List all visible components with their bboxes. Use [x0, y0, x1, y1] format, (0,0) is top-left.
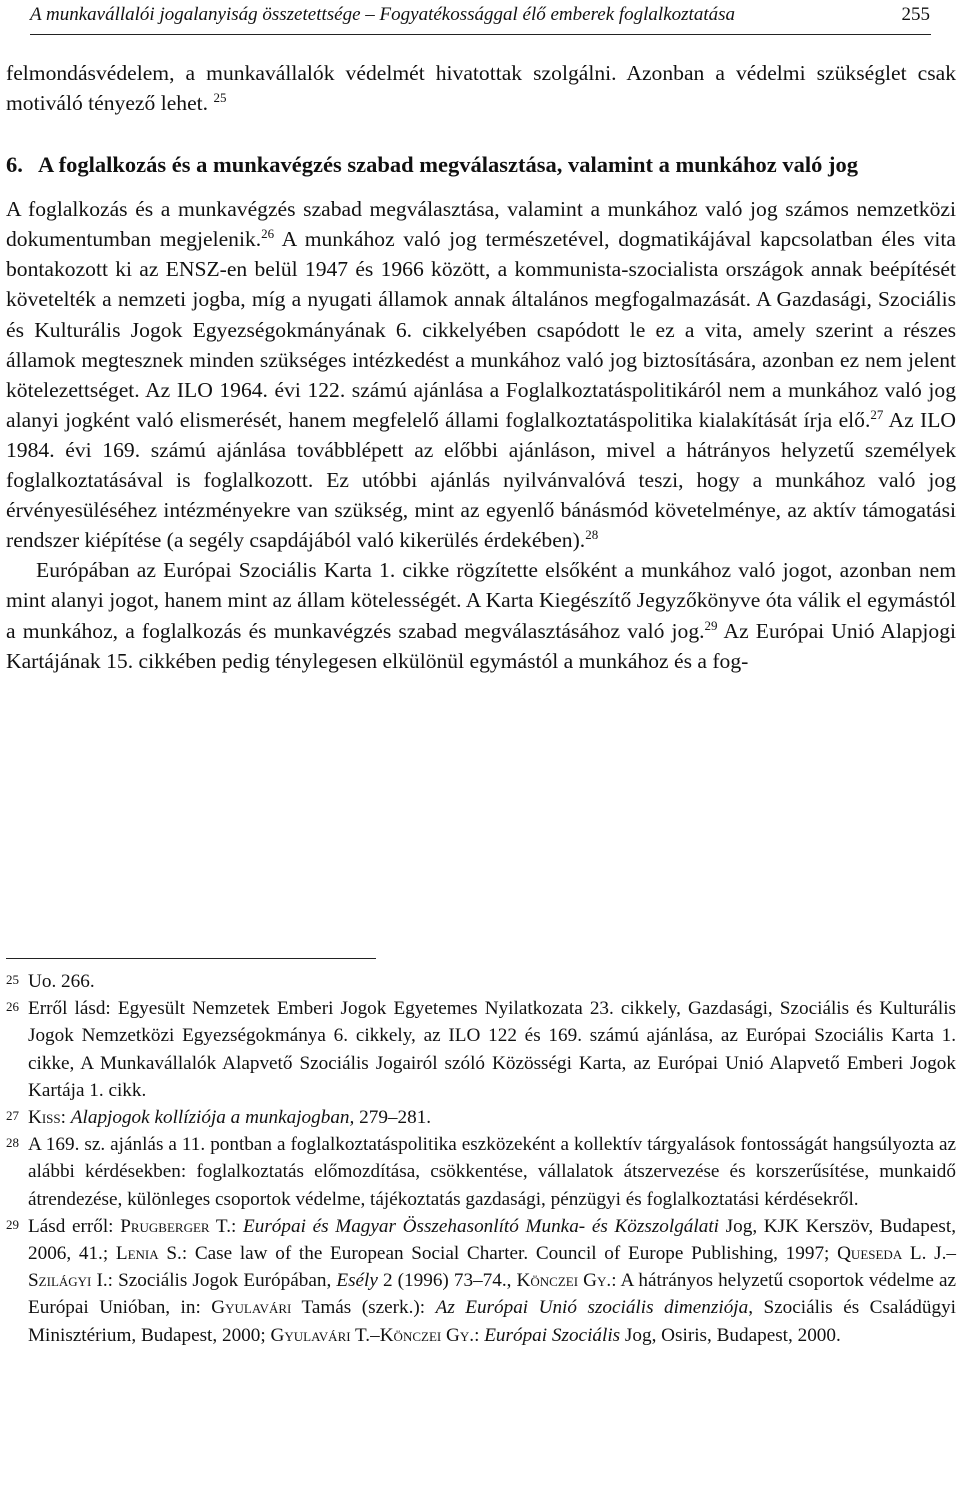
- section-heading: [6, 150, 956, 180]
- page-number: 255: [901, 4, 930, 25]
- footnote-29: [6, 1213, 956, 1349]
- footnote-text: :: [474, 1324, 485, 1346]
- footnote-text: Jog, KJK Kerszöv, Budapest, 2006, 41.;: [28, 1215, 956, 1265]
- footnote-text: –: [370, 1324, 380, 1346]
- footnote-27: [6, 1104, 956, 1131]
- p2-text-b: Az Európai Unió Alapjogi Kartájának 15. cikkében pedig ténylegesen elkülönül egymástól a munkához és a fog-: [6, 618, 956, 673]
- footnote-number: 29: [6, 1216, 19, 1232]
- footnote-text: : A hátrányos helyzetű csoportok védelme az Európai Unióban, in:: [28, 1270, 957, 1319]
- footnote-25: [6, 968, 956, 995]
- footnote-number: 27: [6, 1108, 19, 1124]
- author-name: Prugberger T.: [120, 1215, 232, 1237]
- footnote-text: :: [231, 1215, 244, 1237]
- footnote-text: Jog, Osiris, Budapest, 2000.: [620, 1324, 841, 1346]
- footnote-ref-26[interactable]: 26: [261, 226, 275, 242]
- intro-paragraph: [6, 58, 956, 118]
- footnote-28: [6, 1131, 956, 1213]
- footnotes: [6, 968, 956, 1349]
- footnote-text: :: [60, 1107, 71, 1129]
- footnote-ref-25[interactable]: 25: [213, 90, 227, 106]
- author-name: Könczei Gy.: [379, 1324, 475, 1346]
- work-title: Esély: [336, 1270, 378, 1292]
- p1-text-c: Az ILO 1984. évi 169. számú ajánlása továbblépett az előbbi ajánláson, mivel a hátrányos helyzetű személyek foglalkoztatásával is foglalkozott. Ez utóbbi ajánlás nyilvánvalóvá teszi, hogy a munkához való jog érvényesüléséhez intézményekre van szükség, mint az egyenlő bánásmód követelménye, az aktív támogatási rendszer kiépítése (a segély csapdájából való kikerülés érdekében).: [6, 407, 956, 553]
- author-name: Könczei Gy.: [516, 1270, 612, 1292]
- author-name: Gyulavári: [211, 1297, 292, 1319]
- footnote-ref-29[interactable]: 29: [704, 617, 718, 633]
- header-rule: [30, 34, 931, 35]
- paragraph-1: [6, 194, 956, 555]
- author-name: Szilágyi I.: [28, 1270, 108, 1292]
- footnote-26: [6, 995, 956, 1104]
- footnote-text: , Szociális és Családügyi Minisztérium, Budapest, 2000;: [28, 1297, 956, 1346]
- footnote-text: 279–281.: [354, 1107, 432, 1129]
- section-number: 6.: [6, 152, 23, 178]
- footnote-text: : Szociális Jogok Európában,: [107, 1270, 337, 1292]
- footnote-text: Erről lásd: Egyesült Nemzetek Emberi Jogok Egyetemes Nyilatkozata 23. cikkely, Gazdasági, Szociális és Kulturális Jogok Nemzetközi Egyezségokmánya 6. cikkely, az ILO 122 és 169. számú ajánlása, az Európai Szociális Karta 1. cikke, A Munkavállalók Alapvető Szociális Jogairól szóló Közösségi Karta, az Európai Unió Alapvető Emberi Jogok Kartája 1. cikk.: [28, 998, 956, 1101]
- footnote-number: 28: [6, 1135, 19, 1151]
- footnote-number: 25: [6, 972, 19, 987]
- footnote-text: Uo. 266.: [28, 971, 95, 992]
- work-title: Európai és Magyar Összehasonlító Munka- és Közszolgálati: [243, 1215, 719, 1237]
- p1-text-b: A munkához való jog természetével, dogmatikájával kapcsolatban éles vita bontakozott ki az ENSZ-en belül 1947 és 1966 között, a kommunista-szocialista országok annak beépítését követelték a nemzeti jogba, míg a nyugati államok annak általános megfogalmazását. A Gazdasági, Szociális és Kulturális Jogok Egyezségokmányának 6. cikkelyében csapódott le ez a vita, amely szerint a részes államok megtesznek minden szükséges intézkedést a munkához való jog biztosítására, azonban ez nem jelent kötelezettséget. Az ILO 1964. évi 122. számú ajánlása a Foglalkoztatáspolitikáról nem a munkához való jog alanyi jogként való elismerését, hanem megfelelő állami foglalkoztatáspolitika kialakítását írja elő.: [6, 227, 956, 432]
- footnote-text: Lásd erről:: [28, 1215, 121, 1237]
- footnote-text: Tamás (szerk.):: [291, 1297, 436, 1319]
- footnote-ref-27[interactable]: 27: [870, 406, 884, 422]
- work-title: Az Európai Unió szociális dimenziója: [435, 1297, 749, 1319]
- p1-text-a: A foglalkozás és a munkavégzés szabad megválasztása, valamint a munkához való jog számos nemzetközi dokumentumban megjelenik.: [6, 197, 956, 252]
- footnote-ref-28[interactable]: 28: [585, 527, 599, 543]
- p2-text-a: Európában az Európai Szociális Karta 1. cikke rögzítette elsőként a munkához való jogot, azonban nem mint alanyi jogot, hanem mint az állam kötelességét. A Karta Kiegészítő Jegyzőkönyve óta válik el egymástól a munkához, a foglalkozás és munkavégzés szabad megválasztásához való jog.: [6, 558, 956, 643]
- author-name: Kiss: [28, 1107, 61, 1129]
- footnote-number: 26: [6, 999, 19, 1015]
- intro-text: felmondásvédelem, a munkavállalók védelmét hivatottak szolgálni. Azonban a védelmi szükséglet csak motiváló tényező lehet.: [6, 61, 956, 116]
- footnote-text: 2 (1996) 73–74.,: [377, 1270, 517, 1292]
- work-title: Európai Szociális: [484, 1324, 621, 1346]
- author-name: Queseda L. J.: [837, 1243, 947, 1265]
- author-name: Gyulavári T.: [270, 1324, 371, 1346]
- main-body: [6, 58, 956, 676]
- paragraph-2: [6, 555, 956, 675]
- footnote-text: –: [946, 1243, 956, 1265]
- work-title: Alapjogok kollíziója a munkajogban,: [70, 1107, 355, 1129]
- footnote-text: : Case law of the European Social Charter. Council of Europe Publishing, 1997;: [181, 1243, 838, 1265]
- footnote-text: A 169. sz. ajánlás a 11. pontban a foglalkoztatáspolitika eszközeként a kollektív tárgyalások fontosságát hangsúlyozta az alábbi kérdésekben: foglalkoztatás előmozdítása, csökkentése, vállalatok átszervezése és korszerűsítése, munkaidő átrendezése, különleges csoportok védelme, tájékoztatás gazdasági, pénzügyi és foglalkoztatási kérdésekről.: [28, 1134, 956, 1210]
- running-header: [30, 4, 930, 26]
- section-title: A foglalkozás és a munkavégzés szabad megválasztása, valamint a munkához való jog: [38, 152, 859, 178]
- footnote-separator: [6, 958, 376, 959]
- running-title: A munkavállalói jogalanyiság összetettsége – Fogyatékossággal élő emberek foglalkoztatása: [30, 4, 735, 25]
- author-name: Lenia S.: [115, 1243, 182, 1265]
